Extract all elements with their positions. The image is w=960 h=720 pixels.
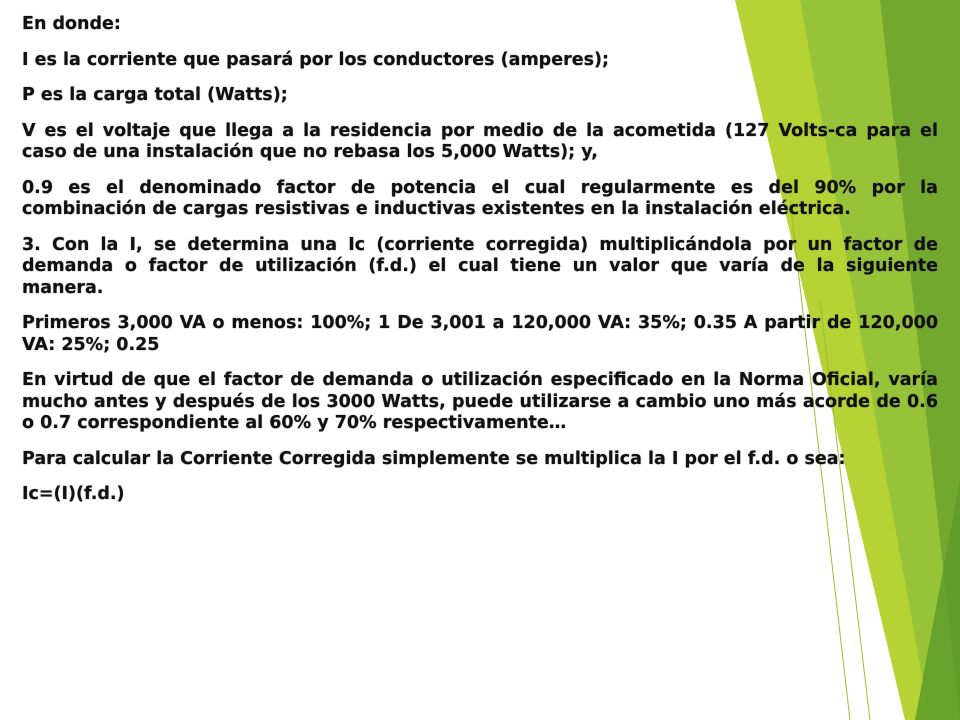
paragraph-formula: Ic=(I)(f.d.) <box>22 484 125 504</box>
paragraph-corriente-corregida: Para calcular la Corriente Corregida simplemente se multiplica la I por el f.d. o sea: <box>22 448 846 469</box>
paragraph-norma-oficial: En virtud de que el factor de demanda o utilización especificado en la Norma Oficial, varía mucho antes y después de los 3000 Watts, puede utilizarse a cambio uno más acorde de 0.6 o 0.7 correspondiente al 60% y 70% respectivamente… <box>22 370 938 433</box>
paragraph-en-donde: En donde: <box>22 14 121 34</box>
paragraph-def-i: I es la corriente que pasará por los conductores (amperes); <box>22 49 609 70</box>
slide-body <box>22 14 938 518</box>
paragraph-step-3: 3. Con la I, se determina una Ic (corriente corregida) multiplicándola por un factor de demanda o factor de utilización (f.d.) el cual tiene un valor que varía de la siguiente manera. <box>22 234 938 298</box>
paragraph-demand-ranges: Primeros 3,000 VA o menos: 100%; 1 De 3,001 a 120,000 VA: 35%; 0.35 A partir de 120,000 VA: 25%; 0.25 <box>22 313 938 355</box>
paragraph-power-factor: 0.9 es el denominado factor de potencia el cual regularmente es del 90% por la combinación de cargas resistivas e inductivas existentes en la instalación eléctrica. <box>22 177 938 219</box>
paragraph-def-v: V es el voltaje que llega a la residencia por medio de la acometida (127 Volts-ca para el caso de una instalación que no rebasa los 5,000 Watts); y, <box>22 120 938 162</box>
paragraph-def-p: P es la carga total (Watts); <box>22 85 288 105</box>
